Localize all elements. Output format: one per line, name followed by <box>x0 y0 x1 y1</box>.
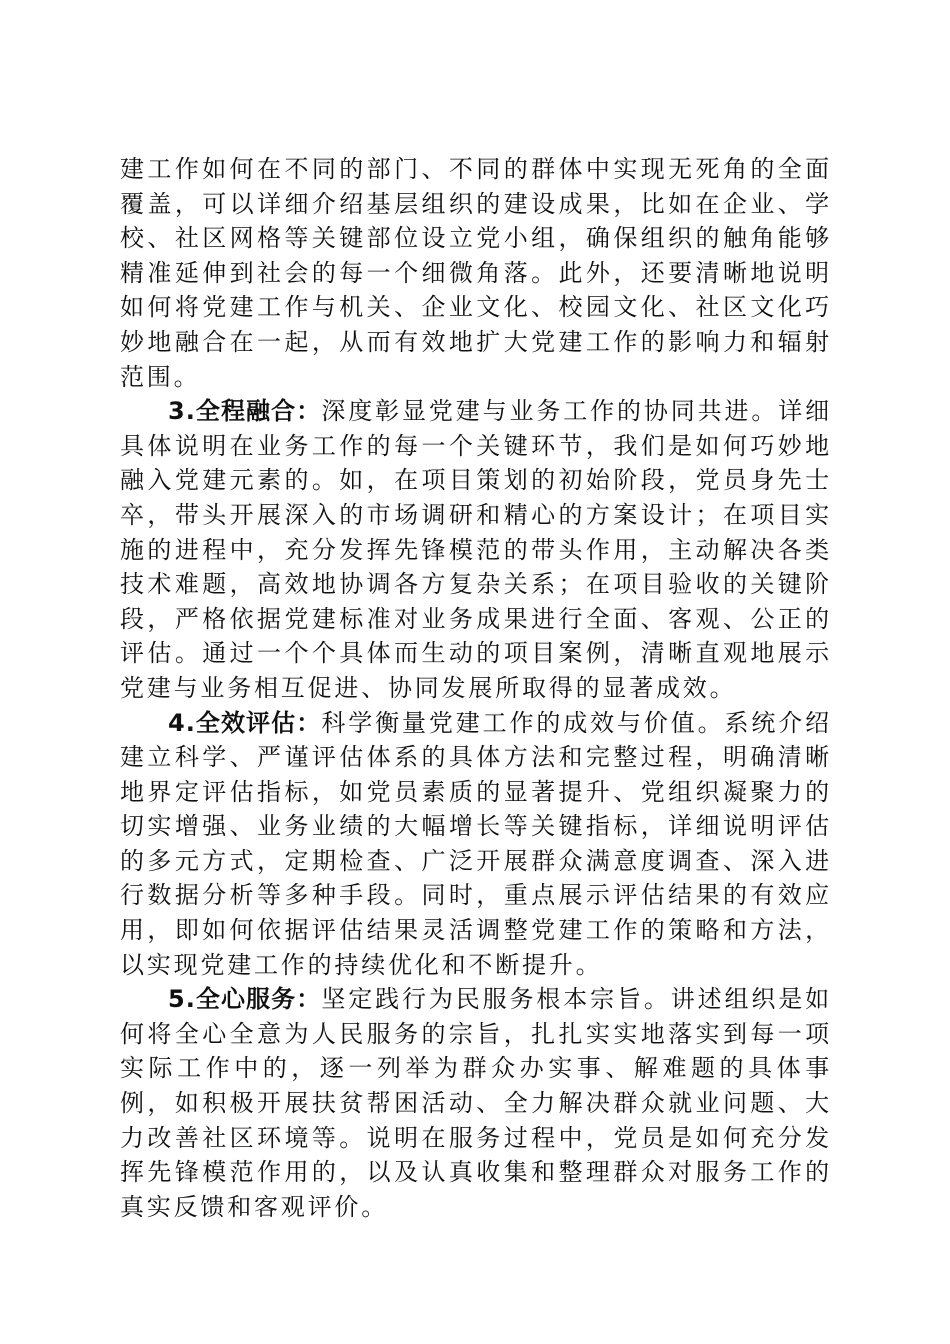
paragraph-continued <box>120 152 832 394</box>
paragraph-full-process-integration <box>120 394 832 705</box>
paragraph-heading: 4.全效评估： <box>168 708 322 737</box>
paragraph-wholehearted-service <box>120 982 832 1224</box>
paragraph-text: 科学衡量党建工作的成效与价值。系统介绍建立科学、严谨评估体系的具体方法和完整过程，明确清晰地界定评估指标，如党员素质的显著提升、党组织凝聚力的切实增强、业务业绩的大幅增长等关键指标，详细说明评估的多元方式，定期检查、广泛开展群众满意度调查、深入进行数据分析等多种手段。同时，重点展示评估结果的有效应用，即如何依据评估结果灵活调整党建工作的策略和方法，以实现党建工作的持续优化和不断提升。 <box>120 708 832 979</box>
paragraph-full-effect-evaluation <box>120 706 832 983</box>
paragraph-text: 建工作如何在不同的部门、不同的群体中实现无死角的全面覆盖，可以详细介绍基层组织的建设成果，比如在企业、学校、社区网格等关键部位设立党小组，确保组织的触角能够精准延伸到社会的每一个细微角落。此外，还要清晰地说明如何将党建工作与机关、企业文化、校园文化、社区文化巧妙地融合在一起，从而有效地扩大党建工作的影响力和辐射范围。 <box>120 155 832 391</box>
paragraph-heading: 5.全心服务： <box>168 985 322 1014</box>
document-body <box>120 152 832 1224</box>
paragraph-text: 坚定践行为民服务根本宗旨。讲述组织是如何将全心全意为人民服务的宗旨，扎扎实实地落实到每一项实际工作中的，逐一列举为群众办实事、解难题的具体事例，如积极开展扶贫帮困活动、全力解决群众就业问题、大力改善社区环境等。说明在服务过程中，党员是如何充分发挥先锋模范作用的，以及认真收集和整理群众对服务工作的真实反馈和客观评价。 <box>120 985 832 1221</box>
paragraph-heading: 3.全程融合： <box>168 397 322 426</box>
paragraph-text: 深度彰显党建与业务工作的协同共进。详细具体说明在业务工作的每一个关键环节，我们是如何巧妙地融入党建元素的。如，在项目策划的初始阶段，党员身先士卒，带头开展深入的市场调研和精心的方案设计；在项目实施的进程中，充分发挥先锋模范的带头作用，主动解决各类技术难题，高效地协调各方复杂关系；在项目验收的关键阶段，严格依据党建标准对业务成果进行全面、客观、公正的评估。通过一个个具体而生动的项目案例，清晰直观地展示党建与业务相互促进、协同发展所取得的显著成效。 <box>120 397 832 702</box>
